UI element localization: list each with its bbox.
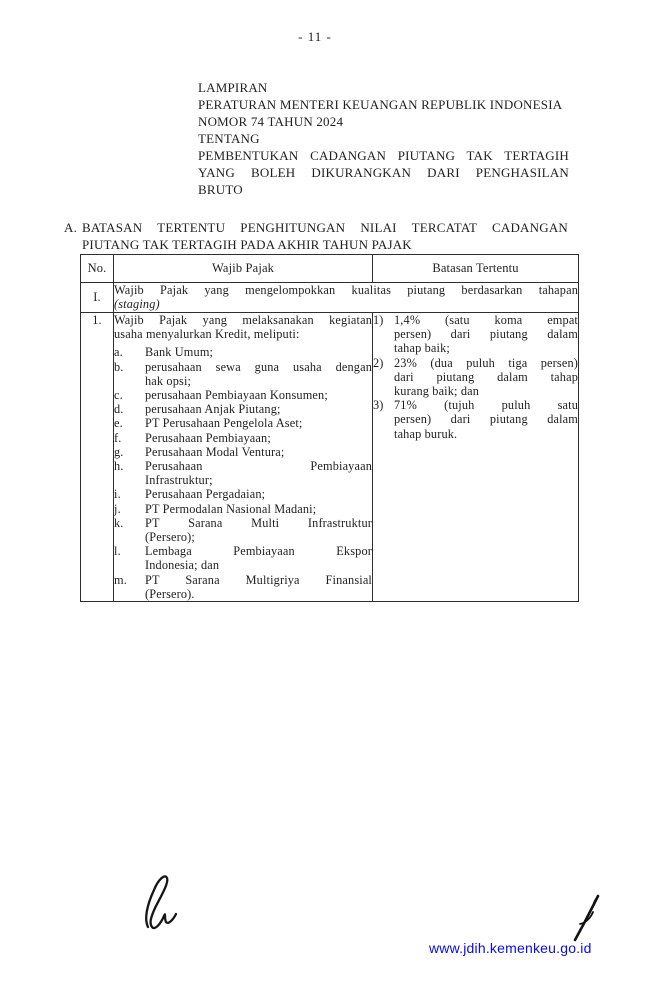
pen-stroke-icon (567, 890, 607, 946)
text-line: usaha menyalurkan Kredit, meliputi: (114, 327, 300, 342)
text-line: YANG BOLEH DIKURANGKAN DARI PENGHASILAN (198, 165, 569, 180)
list-item (373, 356, 578, 399)
list-item-text (145, 431, 372, 445)
list-item-text (145, 416, 372, 430)
text-line: PT Perusahaan Pengelola Aset; (145, 416, 303, 431)
list-item (114, 402, 372, 416)
list-item (114, 431, 372, 445)
list-item-marker: k. (114, 515, 124, 530)
text-line: PIUTANG TAK TERTAGIH PADA AKHIR TAHUN PAJAK (82, 237, 412, 252)
list-item-marker: i. (114, 487, 121, 502)
column-header-no: No. (81, 255, 114, 283)
list-item-marker: l. (114, 544, 121, 559)
text-line: PERATURAN MENTERI KEUANGAN REPUBLIK INDONESIA (198, 97, 563, 112)
list-item-marker: f. (114, 430, 122, 445)
list-item-marker: j. (114, 501, 121, 516)
column-header-wajib-pajak: Wajib Pajak (114, 255, 373, 283)
row-i-line-2-staging: (staging) (114, 297, 160, 312)
row-1-batasan-cell (373, 313, 579, 602)
list-item-text (145, 360, 372, 388)
text-line: Perusahaan Pembiayaan; (145, 430, 271, 445)
list-item-text (145, 388, 372, 402)
list-item-marker: d. (114, 402, 124, 417)
text-line: TENTANG (198, 131, 260, 146)
list-item-marker: a. (114, 345, 123, 360)
text-line: perusahaan Pembiayaan Konsumen; (145, 388, 328, 403)
handwritten-paraf-icon (134, 870, 192, 934)
list-item (114, 445, 372, 459)
text-line: NOMOR 74 TAHUN 2024 (198, 114, 344, 129)
text-line: (Persero). (145, 586, 195, 601)
text-line: Lembaga Pembiayaan Ekspor (145, 544, 372, 559)
text-line: persen) dari piutang dalam (394, 327, 578, 342)
text-line: dari piutang dalam tahap (394, 369, 578, 384)
row-1-wajib-pajak-cell (114, 313, 373, 602)
text-line: 71% (tujuh puluh satu (394, 398, 578, 413)
list-item-text (145, 544, 372, 572)
list-item-marker: 1) (373, 313, 384, 327)
list-item-text (145, 459, 372, 487)
text-line: PT Permodalan Nasional Madani; (145, 501, 317, 516)
text-line: perusahaan Anjak Piutang; (145, 402, 281, 417)
list-item-text (145, 487, 372, 501)
list-item-marker: b. (114, 359, 124, 374)
lampiran-plain-lines (198, 79, 569, 147)
list-item (114, 345, 372, 359)
text-line: PT Sarana Multigriya Finansial (145, 572, 372, 587)
list-item-text (145, 445, 372, 459)
text-line: PEMBENTUKAN CADANGAN PIUTANG TAK TERTAGIH (198, 148, 569, 163)
list-item-text (394, 398, 578, 441)
list-item (114, 388, 372, 402)
list-item-text (394, 356, 578, 399)
text-line: Wajib Pajak yang melaksanakan kegiatan (114, 313, 372, 327)
list-item (114, 360, 372, 388)
table-row-1 (81, 313, 579, 602)
list-item (373, 313, 578, 356)
list-item-marker: 2) (373, 355, 384, 370)
text-line: Perusahaan Pembiayaan (145, 459, 372, 474)
table-header-row (81, 255, 579, 283)
row-1-number: 1. (81, 313, 114, 602)
row-i-line-1: Wajib Pajak yang mengelompokkan kualitas piutang berdasarkan tahapan (114, 283, 578, 297)
text-line: LAMPIRAN (198, 80, 268, 95)
text-line: Bank Umum; (145, 345, 214, 360)
list-item (114, 573, 372, 601)
text-line: Indonesia; dan (145, 558, 220, 573)
list-item-text (145, 402, 372, 416)
list-item-text (394, 313, 578, 356)
list-item (373, 398, 578, 441)
footer-jdih-link[interactable]: www.jdih.kemenkeu.go.id (429, 940, 592, 956)
row-1-entity-list (114, 345, 372, 601)
text-line: 23% (dua puluh tiga persen) (394, 355, 578, 370)
list-item-marker: e. (114, 416, 123, 431)
row-i-text-cell (114, 283, 579, 313)
page-number: - 11 - (298, 29, 332, 44)
list-item-marker: c. (114, 388, 123, 403)
table-row-roman-i (81, 283, 579, 313)
text-line: kurang baik; dan (394, 384, 480, 399)
text-line: BRUTO (198, 182, 243, 197)
batasan-tertentu-table (80, 254, 579, 602)
section-a-heading-text (82, 219, 568, 253)
list-item-marker: 3) (373, 398, 384, 413)
text-line: Infrastruktur; (145, 473, 213, 488)
text-line: tahap buruk. (394, 426, 458, 441)
list-item-marker: g. (114, 444, 124, 459)
list-item-text (145, 573, 372, 601)
text-line: hak opsi; (145, 373, 192, 388)
list-item-text (145, 345, 372, 359)
row-1-intro (114, 313, 372, 341)
list-item (114, 516, 372, 544)
text-line: Perusahaan Pergadaian; (145, 487, 266, 502)
list-item (114, 416, 372, 430)
list-item (114, 459, 372, 487)
text-line: PT Sarana Multi Infrastruktur (145, 515, 372, 530)
list-item (114, 544, 372, 572)
column-header-batasan-tertentu: Batasan Tertentu (373, 255, 579, 283)
row-i-number: I. (81, 283, 114, 313)
list-item-marker: h. (114, 459, 124, 474)
text-line: (Persero); (145, 530, 195, 545)
list-item-marker: m. (114, 572, 127, 587)
section-a-label: A. (64, 220, 78, 235)
row-1-percentage-list (373, 313, 578, 441)
list-item-text (145, 516, 372, 544)
text-line: tahap baik; (394, 341, 450, 356)
text-line: BATASAN TERTENTU PENGHITUNGAN NILAI TERCATAT CADANGAN (82, 220, 568, 235)
text-line: persen) dari piutang dalam (394, 412, 578, 427)
list-item (114, 502, 372, 516)
text-line: Perusahaan Modal Ventura; (145, 444, 285, 459)
text-line: perusahaan sewa guna usaha dengan (145, 359, 372, 374)
text-line: 1,4% (satu koma empat (394, 313, 578, 327)
lampiran-header-block (198, 79, 569, 198)
lampiran-title-lines (198, 147, 569, 198)
list-item-text (145, 502, 372, 516)
list-item (114, 487, 372, 501)
